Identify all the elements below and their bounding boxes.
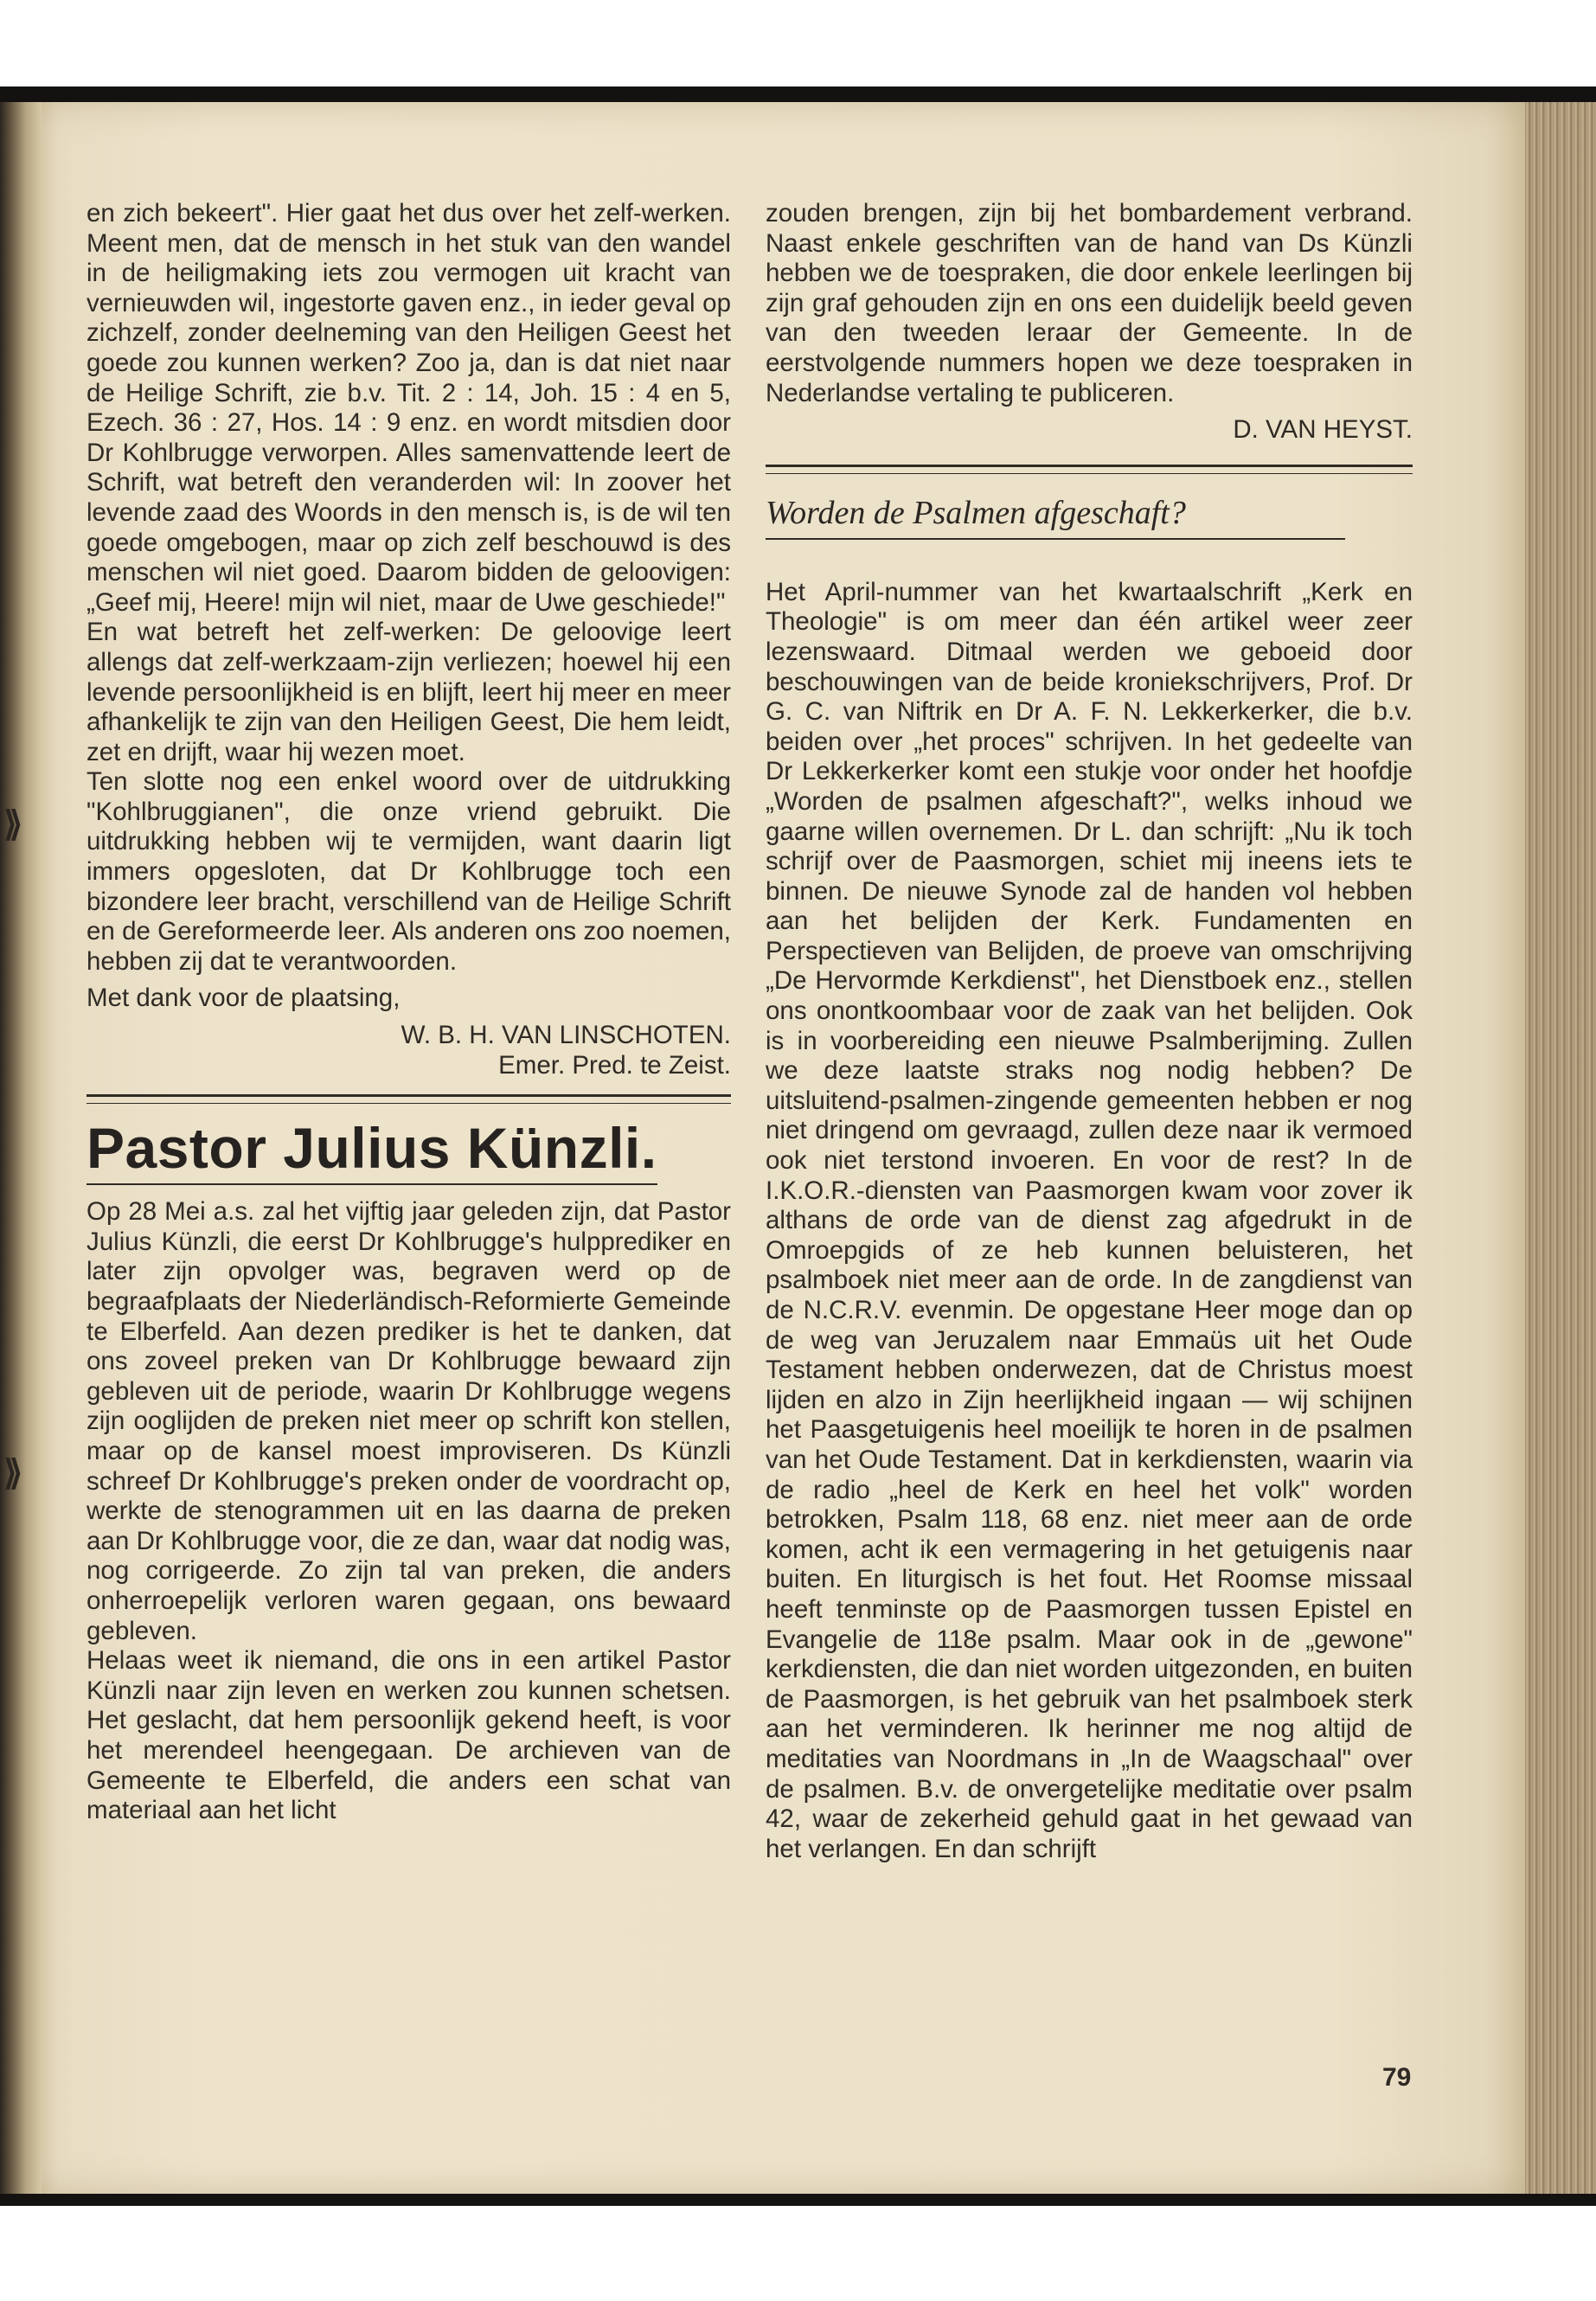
article-paragraph: en zich bekeert". Hier gaat het dus over het zelf-werken. Meent men, dat de mensch in het stuk van den wandel in de heiligmaking iets zou vermogen uit kracht van vernieuwden wil, ingestorte gaven enz., in ieder geval op zichzelf, zonder deelneming van den Heiligen Geest het goede zou kunnen werken? Zoo ja, dan is dat niet naar de Heilige Schrift, zie b.v. Tit. 2 : 14, Joh. 15 : 4 en 5, Ezech. 36 : 27, Hos. 14 : 9 enz. en wordt mitsdien door Dr Kohlbrugge verworpen. Alles samenvattende leert de Schrift, wat betreft den veranderden wil: In zoover het levende zaad des Woords in den mensch is, is de wil ten goede omgebogen, maar op zich zelf beschouwd is des menschen wil niet goed. Daarom bidden de geloovigen: „Geef mij, Heere! mijn wil niet, maar de Uwe geschiede!" xyxy=(87,199,731,617)
article-paragraph: En wat betreft het zelf-werken: De geloovige leert allengs dat zelf-werkzaam-zijn verliezen; hoewel hij een levende persoonlijkheid is en blijft, leert hij meer en meer afhankelijk te zijn van den Heiligen Geest, Die hem leidt, zet en drijft, waar hij wezen moet. xyxy=(87,618,731,766)
article-paragraph: Op 28 Mei a.s. zal het vijftig jaar geleden zijn, dat Pastor Julius Künzli, die eerst Dr Kohlbrugge's hulpprediker en later zijn opvolger was, begraven werd op de begraafplaats der Niederländisch-Reformierte Gemeinde te Elberfeld. Aan dezen prediker is het te danken, dat ons zoveel preken van Dr Kohlbrugge bewaard zijn gebleven uit de periode, waarin Dr Kohlbrugge wegens zijn ooglijden de preken niet meer op schrift kon stellen, maar op de kansel moest improviseren. Ds Künzli schreef Dr Kohlbrugge's preken onder de voordracht op, werkte de stenogrammen uit en las daarna de preken aan Dr Kohlbrugge voor, die ze dan, waar dat nodig was, nog corrigeerde. Zo zijn tal van preken, die anders onherroepelijk verloren waren gegaan, ons bewaard gebleven. xyxy=(87,1197,731,1645)
article-title: Pastor Julius Künzli. xyxy=(87,1116,657,1181)
binding-clip-icon: ⟫ xyxy=(3,805,23,843)
right-column xyxy=(766,199,1413,1864)
page-number: 79 xyxy=(1382,2063,1412,2092)
page-edges xyxy=(1525,102,1596,2194)
section-divider xyxy=(87,1094,731,1104)
title-underline xyxy=(766,538,1345,540)
signature-name: W. B. H. VAN LINSCHOTEN. xyxy=(401,1021,731,1050)
article-paragraph: Het April-nummer van het kwartaalschrift „Kerk en Theologie" is om meer dan één artikel weer zeer lezenswaard. Ditmaal werden we geboeid door beschouwingen van de beide kroniekschrijvers, Prof. Dr G. C. van Niftrik en Dr A. F. N. Lekkerkerker, die b.v. beiden over „het proces" schrijven. In het gedeelte van Dr Lekkerkerker komt een stukje voor onder het hoofdje „Worden de psalmen afgeschaft?", welks inhoud we gaarne willen overnemen. Dr L. dan schrijft: „Nu ik toch schrijf over de Paasmorgen, schiet mij ineens iets te binnen. De nieuwe Synode zal de handen vol hebben aan het belijden der Kerk. Fundamenten en Perspectieven van Belijden, de proeve van omschrijving „De Hervormde Kerkdienst", het Dienstboek enz., stellen ons onontkoombaar voor de zaak van het belijden. Ook is in voorbereiding een nieuwe Psalmberijming. Zullen we deze laatste straks nog nodig hebben? De uitsluitend-psalmen-zingende gemeenten hebben er nog niet dringend om gevraagd, zullen deze naar ik vermoed ook niet terstond invoeren. En voor de rest? In de I.K.O.R.-diensten van Paasmorgen kwam voor zover ik althans de orde van de dienst zag afgedrukt in de Omroepgids of ze heb kunnen beluisteren, het psalmboek niet meer aan de orde. In de zangdienst van de N.C.R.V. evenmin. De opgestane Heer moge dan op de weg van Jeruzalem naar Emmaüs uit het Oude Testament hebben onderwezen, dat de Christus moest lijden en alzo in Zijn heerlijkheid ingaan — wij schijnen het Paasgetuigenis heel moeilijk te horen in de psalmen van het Oude Testament. Dat in kerkdiensten, waarin via de radio „heel de Kerk en heel het volk" worden betrokken, Psalm 118, 68 enz. niet meer aan de orde komen, acht ik een vermagering in het getuigenis naar buiten. En liturgisch is het fout. Het Roomse missaal heeft tenminste op de Paasmorgen tussen Epistel en Evangelie de 118e psalm. Maar ook in de „gewone" kerkdiensten, die dan niet worden uitgezonden, en buiten de Paasmorgen, is het gebruik van het psalmboek sterk aan het verminderen. Ik herinner me nog altijd de meditaties van Noordmans in „In de Waagschaal" over de psalmen. B.v. de onvergetelijke meditatie over psalm 42, waar de zekerheid gehuld gaat in het gewaad van het verlangen. En dan schrijft xyxy=(766,577,1413,1863)
closing-line: Met dank voor de plaatsing, xyxy=(87,984,401,1013)
binding-clip-icon: ⟫ xyxy=(3,1454,23,1492)
signature-title: Emer. Pred. te Zeist. xyxy=(498,1050,731,1080)
book-binding xyxy=(0,102,42,2194)
article-paragraph: Helaas weet ik niemand, die ons in een artikel Pastor Künzli naar zijn leven en werken zou kunnen schetsen. Het geslacht, dat hem persoonlijk gekend heeft, is voor het merendeel heengegaan. De archieven van de Gemeente te Elberfeld, die anders een schat van materiaal aan het licht xyxy=(87,1646,731,1825)
title-underline xyxy=(87,1183,657,1185)
article-paragraph: zouden brengen, zijn bij het bombardement verbrand. Naast enkele geschriften van de hand van Ds Künzli hebben we de toespraken, die door enkele leerlingen bij zijn graf gehouden zijn en ons een duidelijk beeld geven van den tweeden leraar der Gemeente. In de eerstvolgende nummers hopen we deze toespraken in Nederlandse vertaling te publiceren. xyxy=(766,199,1413,407)
left-column xyxy=(87,199,731,1826)
article-paragraph: Ten slotte nog een enkel woord over de uitdrukking "Kohlbruggianen", die onze vriend gebruikt. Die uitdrukking hebben wij te vermijden, want daarin ligt immers opgesloten, dat Dr Kohlbrugge toch een bizondere leer bracht, verschillend van de Heilige Schrift en de Gereformeerde leer. Als anderen ons zoo noemen, hebben zij dat te verantwoorden. xyxy=(87,767,731,976)
article-title: Worden de Psalmen afgeschaft? xyxy=(766,494,1186,531)
signature-name: D. VAN HEYST. xyxy=(1233,415,1413,445)
section-divider xyxy=(766,465,1413,474)
